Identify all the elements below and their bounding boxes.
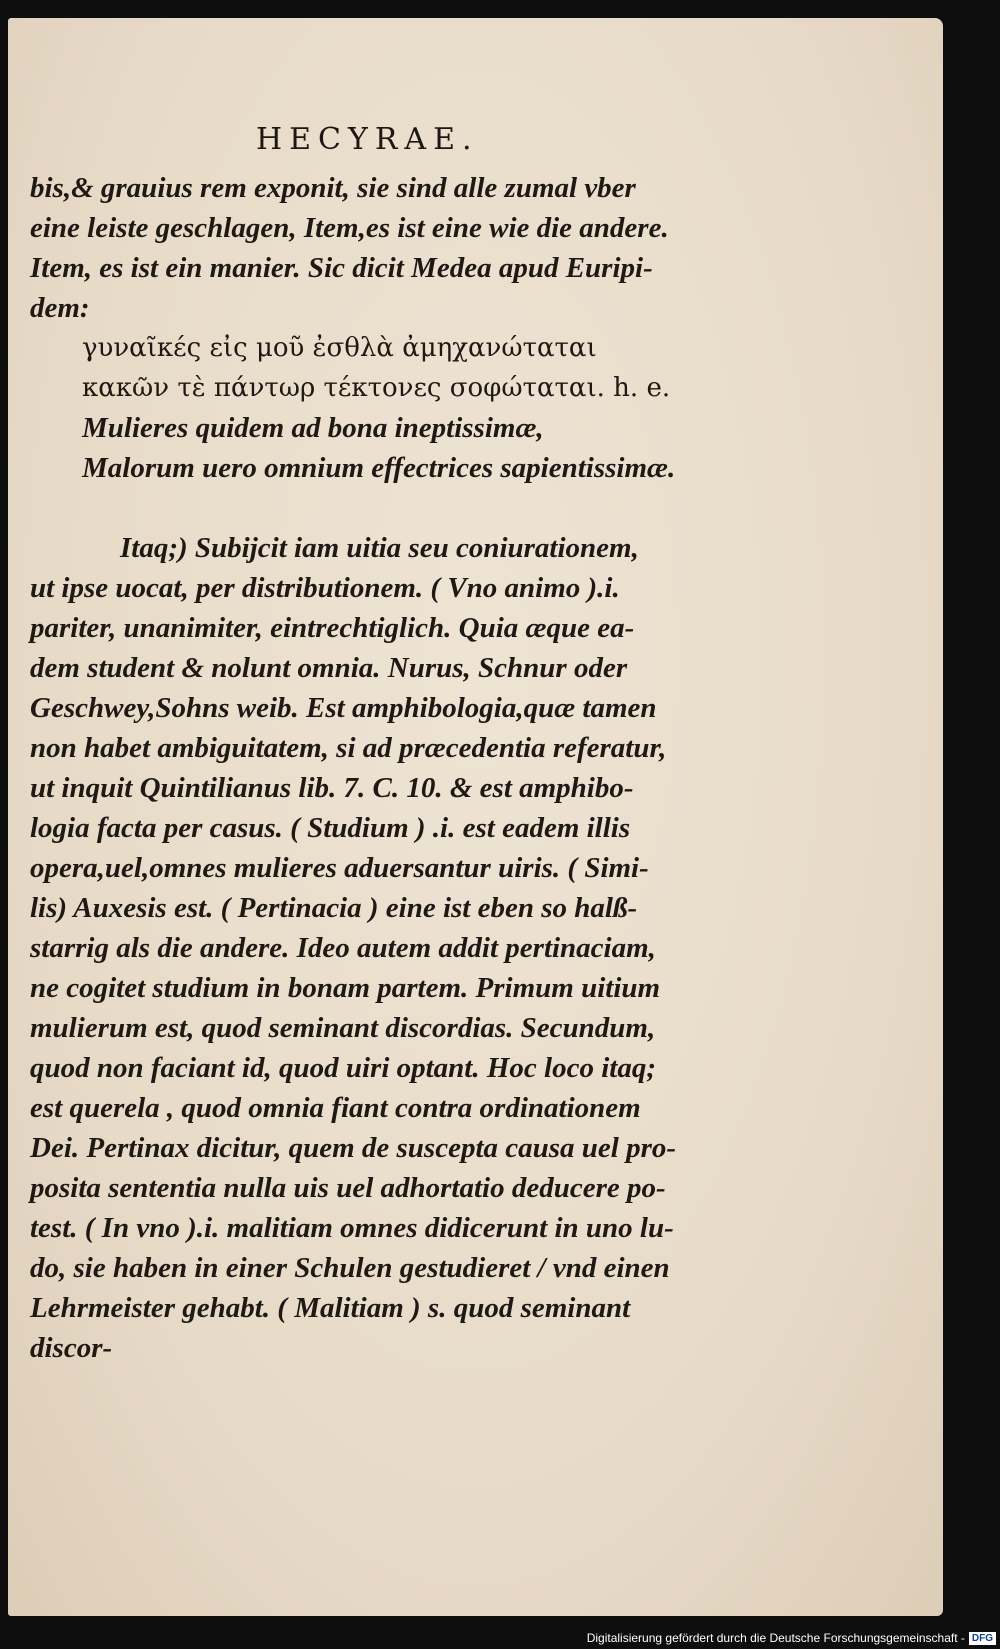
verse-translation-line: Malorum uero omnium effectrices sapientissimæ. — [82, 452, 676, 484]
text-line: dem: — [30, 292, 90, 324]
catchword — [30, 1368, 730, 1408]
text-line: non habet ambiguitatem, si ad præcedentia referatur, — [30, 732, 667, 764]
text-line: test. ( In vno ).i. malitiam omnes didicerunt in uno lu- — [30, 1212, 674, 1244]
text-line: opera,uel,omnes mulieres aduersantur uiris. ( Simi- — [30, 852, 649, 884]
running-header: HECYRAE. — [256, 122, 479, 157]
text-line: logia facta per casus. ( Studium ) .i. est eadem illis — [30, 812, 631, 844]
text-line: eine leiste geschlagen, Item,es ist eine wie die andere. — [30, 212, 669, 244]
text-line: lis) Auxesis est. ( Pertinacia ) eine ist eben so halß- — [30, 892, 638, 924]
text-line: pariter, unanimiter, eintrechtiglich. Quia æque ea- — [30, 612, 635, 644]
greek-verse-line: κακῶν τὲ πάντωρ τέκτονες σοφώταται. h. e. — [82, 373, 671, 403]
text-line: ut inquit Quintilianus lib. 7. C. 10. & est amphibo- — [30, 772, 634, 804]
text-line: posita sententia nulla uis uel adhortatio deducere po- — [30, 1172, 666, 1204]
funding-text: Digitalisierung gefördert durch die Deutsche Forschungsgemeinschaft - — [586, 1631, 965, 1645]
text-line: Dei. Pertinax dicitur, quem de suscepta causa uel pro- — [30, 1132, 677, 1164]
paragraph-gap — [30, 488, 730, 528]
book-page — [8, 18, 943, 1616]
text-line: discor- — [30, 1332, 113, 1364]
text-line: Itaq;) Subijcit iam uitia seu coniurationem, — [120, 532, 639, 564]
funding-footer — [587, 1631, 996, 1645]
text-line: ne cogitet studium in bonam partem. Primum uitium — [30, 972, 661, 1004]
text-line: do, sie haben in einer Schulen gestudieret / vnd einen — [30, 1252, 670, 1284]
text-line: Lehrmeister gehabt. ( Malitiam ) s. quod seminant — [30, 1292, 631, 1324]
text-line: est querela , quod omnia fiant contra ordinationem — [30, 1092, 641, 1124]
text-line: ut ipse uocat, per distributionem. ( Vno animo ).i. — [30, 572, 620, 604]
text-line: Geschwey,Sohns weib. Est amphibologia,quæ tamen — [30, 692, 657, 724]
text-line: Item, es ist ein manier. Sic dicit Medea apud Euripi- — [30, 252, 653, 284]
verse-translation-line: Mulieres quidem ad bona ineptissimæ, — [82, 412, 544, 444]
text-line: mulierum est, quod seminant discordias. Secundum, — [30, 1012, 656, 1044]
text-line: starrig als die andere. Ideo autem addit pertinaciam, — [30, 932, 656, 964]
text-line: quod non faciant id, quod uiri optant. Hoc loco itaq; — [30, 1052, 656, 1084]
body-text — [30, 168, 730, 1408]
text-line: bis,& grauius rem exponit, sie sind alle zumal vber — [30, 172, 636, 204]
text-line: dem student & nolunt omnia. Nurus, Schnur oder — [30, 652, 628, 684]
greek-verse-line: γυναῖκές εἰς μοῦ ἐσθλὰ ἀμηχανώταται — [82, 333, 597, 363]
dfg-logo: DFG — [969, 1632, 996, 1645]
